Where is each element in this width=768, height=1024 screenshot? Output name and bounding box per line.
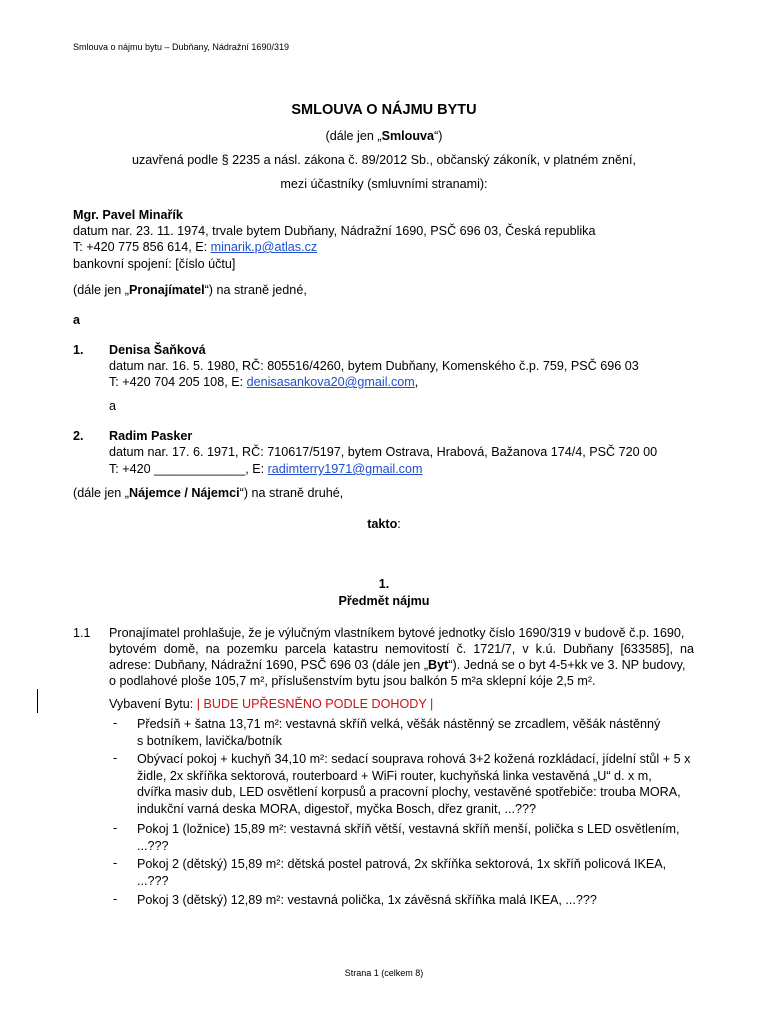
landlord-role-suffix: “) na straně jedné, [204, 283, 307, 297]
intro-line-2: mezi účastníky (smluvními stranami): [280, 177, 488, 191]
equipment-item-line: dvířka masiv dub, LED osvětlení korpusů a pracovní plochy, vestavěné spotřebiče: trouba MORA, [137, 785, 681, 799]
page-footer: Strana 1 (celkem 8) [344, 968, 424, 978]
section-number: 1. [378, 577, 390, 591]
tenant-role-suffix: “) na straně druhé, [239, 486, 344, 500]
tenant-1-number: 1. [73, 343, 84, 357]
tenant-2-phone: T: +420 _____________, E: [109, 462, 268, 476]
equipment-item-line: židle, 2x skříňka sektorová, routerboard + WiFi router, kuchyňská linka vestavěná „U“ d. x m, [137, 768, 652, 783]
equipment-label: Vybavení Bytu: [109, 697, 197, 711]
bullet-dash: - [113, 821, 118, 835]
equipment-note: | BUDE UPŘESNĚNO PODLE DOHODY | [196, 697, 434, 711]
tenant-2-name: Radim Pasker [109, 429, 193, 443]
landlord-email-link[interactable]: minarik.p@atlas.cz [210, 240, 318, 254]
clause-1-1-line-3-suffix: “). Jedná se o byt 4-5+kk ve 3. NP budovy, [448, 658, 686, 672]
equipment-item-line: s botníkem, lavička/botník [137, 733, 282, 748]
takto-word: takto [367, 517, 398, 531]
tenant-2-contact [109, 461, 422, 477]
clause-1-1-number: 1.1 [73, 626, 91, 640]
clause-1-1-line-2: bytovém domě, na pozemku parcela katastru nemovitostí č. 1721/7, v k.ú. Dubňany [633585], na [109, 642, 694, 656]
and-label: a [73, 313, 81, 327]
subtitle-prefix: (dále jen „ [325, 129, 382, 143]
subtitle [0, 128, 768, 144]
clause-1-1-line-1-text: Pronajímatel prohlašuje, že je výlučným vlastníkem bytové jednotky číslo 1690/319 v budově č.p. 1690, [109, 626, 685, 640]
clause-1-1-line-4: o podlahové ploše 105,7 m², příslušenstvím bytu jsou balkón 5 m²a sklepní kóje 2,5 m². [109, 674, 596, 688]
clause-1-1-line-3 [109, 657, 686, 673]
tenant-2-email-link[interactable]: radimterry1971@gmail.com [267, 462, 423, 476]
tenant-2-details: datum nar. 17. 6. 1971, RČ: 710617/5197, bytem Ostrava, Hrabová, Bažanova 174/4, PSČ 720 00 [109, 445, 658, 459]
document-title: SMLOUVA O NÁJMU BYTU [291, 102, 477, 118]
bullet-dash: - [113, 856, 118, 870]
landlord-bank: bankovní spojení: [číslo účtu] [73, 257, 236, 271]
section-title: Předmět nájmu [338, 594, 430, 608]
tenant-role-term: Nájemce / Nájemci [129, 486, 240, 500]
bullet-dash: - [113, 716, 118, 730]
equipment-item-line: ...??? [137, 838, 169, 853]
tenant-1-name: Denisa Šaňková [109, 343, 206, 357]
clause-1-1-byt-term: Byt [428, 658, 449, 672]
bullet-dash: - [113, 751, 118, 765]
tenant-1-email-suffix: , [414, 375, 419, 389]
tenant-1-contact [109, 374, 418, 390]
landlord-details: datum nar. 23. 11. 1974, trvale bytem Dubňany, Nádražní 1690, PSČ 696 03, Česká republika [73, 224, 596, 238]
tenant-1-details: datum nar. 16. 5. 1980, RČ: 805516/4260, bytem Dubňany, Komenského č.p. 759, PSČ 696 03 [109, 359, 639, 373]
page-header: Smlouva o nájmu bytu – Dubňany, Nádražní 1690/319 [73, 42, 289, 52]
equipment-item-line: ...??? [137, 873, 169, 888]
between-tenants-label: a [109, 399, 117, 413]
intro-line-1: uzavřená podle § 2235 a násl. zákona č. 89/2012 Sb., občanský zákoník, v platném znění, [131, 153, 637, 167]
subtitle-term: Smlouva [381, 129, 435, 143]
tenant-1-email-link[interactable]: denisasankova20@gmail.com [246, 375, 415, 389]
equipment-item-line: Obývací pokoj + kuchyň 34,10 m²: sedací souprava rohová 3+2 kožená rozkládací, jídelní stůl + 5 x [137, 752, 691, 766]
landlord-role-term: Pronajímatel [129, 283, 205, 297]
bullet-dash: - [113, 892, 118, 906]
tenant-2-number: 2. [73, 429, 84, 443]
landlord-contact [73, 239, 317, 255]
clause-1-1-line-1 [109, 625, 694, 641]
equipment-item-line: Předsíň + šatna 13,71 m²: vestavná skříň velká, věšák nástěnný se zrcadlem, věšák nástěnný [137, 717, 661, 731]
equipment-line [109, 696, 433, 712]
equipment-item-line: Pokoj 2 (dětský) 15,89 m²: dětská postel patrová, 2x skříňka sektorová, 1x skříň policová IKEA, [137, 857, 667, 871]
landlord-role [73, 282, 307, 298]
takto-colon: : [397, 517, 401, 531]
takto-label [0, 516, 768, 532]
text-cursor [37, 689, 38, 713]
landlord-role-prefix: (dále jen „ [73, 283, 130, 297]
tenant-role [73, 485, 343, 501]
subtitle-suffix: “) [434, 129, 443, 143]
equipment-item-line: Pokoj 1 (ložnice) 15,89 m²: vestavná skříň větší, vestavná skříň menší, polička s LED osvětlením, [137, 822, 680, 836]
clause-1-1-line-3-prefix: adrese: Dubňany, Nádražní 1690, PSČ 696 03 (dále jen „ [109, 658, 429, 672]
tenant-1-phone: T: +420 704 205 108, E: [109, 375, 247, 389]
tenant-role-prefix: (dále jen „ [73, 486, 130, 500]
equipment-item-line: Pokoj 3 (dětský) 12,89 m²: vestavná polička, 1x závěsná skříňka malá IKEA, ...??? [137, 893, 597, 907]
landlord-phone: T: +420 775 856 614, E: [73, 240, 211, 254]
landlord-name: Mgr. Pavel Minařík [73, 208, 183, 222]
equipment-item-line: indukční varná deska MORA, digestoř, myčka Bosch, dřez granit, ...??? [137, 801, 536, 816]
